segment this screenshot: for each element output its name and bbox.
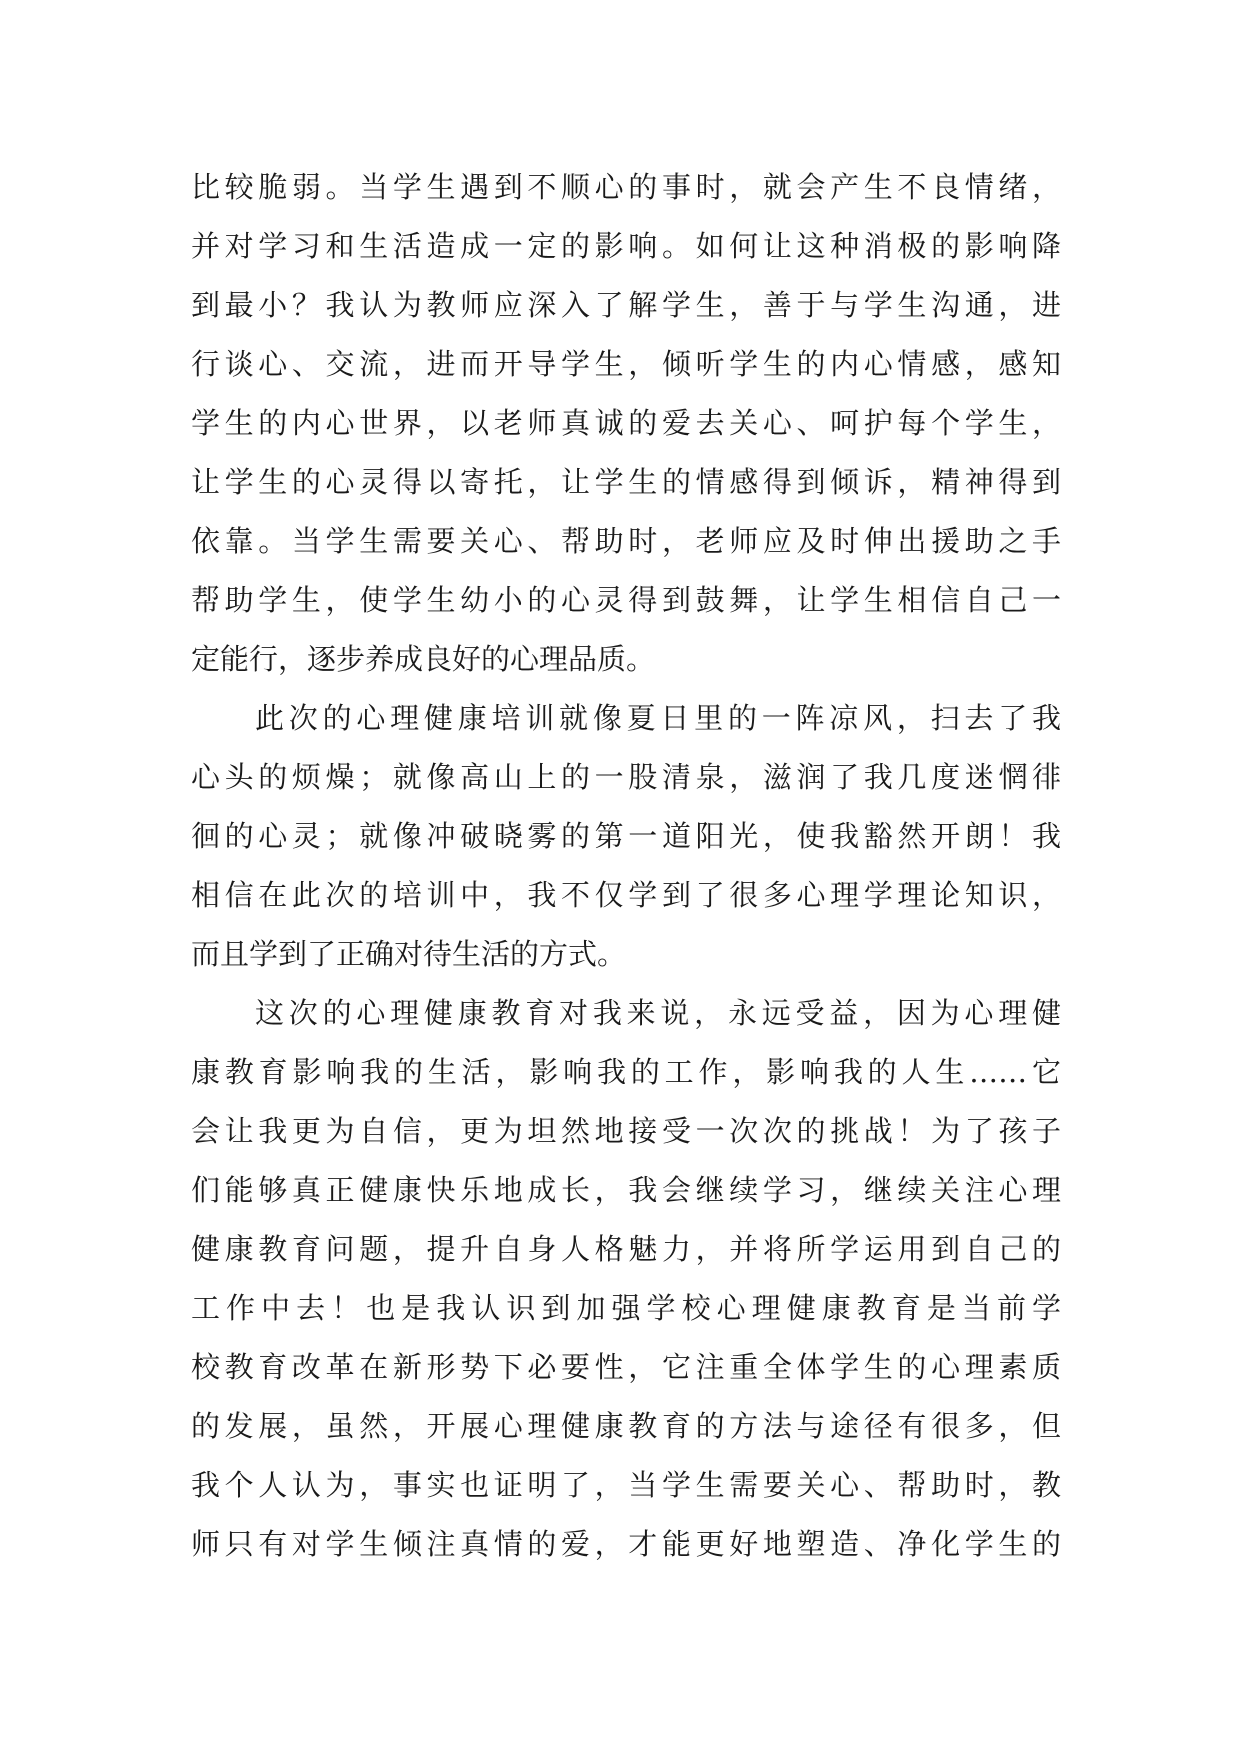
text-line: 此次的心理健康培训就像夏日里的一阵凉风，扫去了我: [255, 701, 1061, 735]
text-line: 会让我更为自信，更为坦然地接受一次次的挑战！为了孩子: [191, 1114, 1061, 1148]
text-line: 康教育影响我的生活，影响我的工作，影响我的人生……它: [191, 1055, 1061, 1089]
text-line: 这次的心理健康教育对我来说，永远受益，因为心理健: [255, 996, 1061, 1030]
text-line: 徊的心灵；就像冲破晓雾的第一道阳光，使我豁然开朗！我: [191, 819, 1061, 853]
text-line: 行谈心、交流，进而开导学生，倾听学生的内心情感，感知: [191, 347, 1061, 381]
text-line: 们能够真正健康快乐地成长，我会继续学习，继续关注心理: [191, 1173, 1061, 1207]
text-line: 师只有对学生倾注真情的爱，才能更好地塑造、净化学生的: [191, 1527, 1061, 1561]
text-line: 到最小？我认为教师应深入了解学生，善于与学生沟通，进: [191, 288, 1061, 322]
text-line: 而且学到了正确对待生活的方式。: [191, 937, 627, 971]
text-line: 帮助学生，使学生幼小的心灵得到鼓舞，让学生相信自己一: [191, 583, 1061, 617]
text-line: 让学生的心灵得以寄托，让学生的情感得到倾诉，精神得到: [191, 465, 1061, 499]
text-line: 定能行，逐步养成良好的心理品质。: [191, 642, 656, 676]
document-body: [191, 158, 1061, 1574]
text-line: 比较脆弱。当学生遇到不顺心的事时，就会产生不良情绪，: [191, 170, 1061, 204]
text-line: 健康教育问题，提升自身人格魅力，并将所学运用到自己的: [191, 1232, 1061, 1266]
text-line: 依靠。当学生需要关心、帮助时，老师应及时伸出援助之手: [191, 524, 1061, 558]
text-line: 学生的内心世界，以老师真诚的爱去关心、呵护每个学生，: [191, 406, 1061, 440]
text-line: 工作中去！也是我认识到加强学校心理健康教育是当前学: [191, 1291, 1061, 1325]
text-line: 我个人认为，事实也证明了，当学生需要关心、帮助时，教: [191, 1468, 1061, 1502]
text-line: 的发展，虽然，开展心理健康教育的方法与途径有很多，但: [191, 1409, 1061, 1443]
text-line: 相信在此次的培训中，我不仅学到了很多心理学理论知识，: [191, 878, 1061, 912]
text-line: 心头的烦燥；就像高山上的一股清泉，滋润了我几度迷惘徘: [191, 760, 1061, 794]
text-line: 校教育改革在新形势下必要性，它注重全体学生的心理素质: [191, 1350, 1061, 1384]
text-line: 并对学习和生活造成一定的影响。如何让这种消极的影响降: [191, 229, 1061, 263]
